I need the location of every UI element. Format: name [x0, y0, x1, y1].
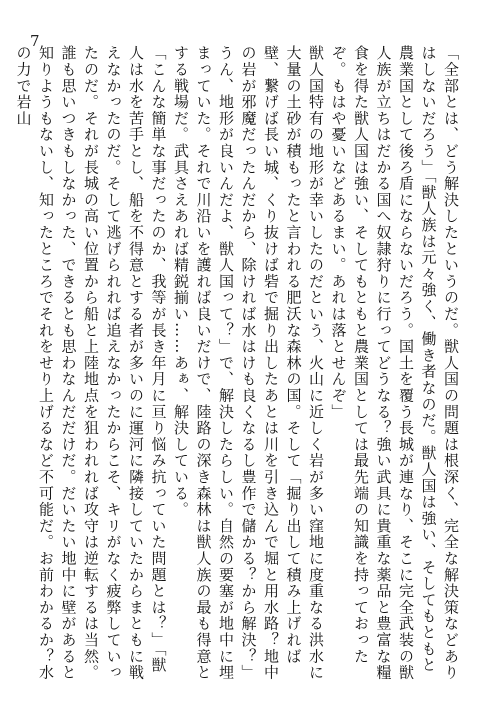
paragraph: 「こんな簡単な事だったのか、我等が長き年月に亘り悩み抗っていた問題とは？」「獣人は水を苦手とし、船を不得意とする者が多いのに運河に隣接していたからまともに戦えなかったのだ。そして逃げられれば追えなかったからこそ、キリがなく疲弊していったのだ。それが長城の高い位置から船と上陸地点を狙われれば攻守は逆転するは当然。誰も思いつきもしなかった、できるとも思わなんだだけだ。だいたい地中に壁があると知りようもないし、知ったところでそれをせり上げるなど不可能だ。お前わかるか？水の力で岩山 [14, 45, 168, 681]
vertical-body-text [14, 45, 462, 685]
page-number: 7 [30, 32, 40, 50]
paragraph: 「全部とは、どう解決したというのだ。獣人国の問題は根深く、完全な解決策などありはしないだろう」「獣人族は元々強く、働き者なのだ。獣人国は強い、そしてもともと農業国として後ろ盾にならないだろう。国土を覆う長城が連なり、そこに完全武装の獣人族が立ちはだかる国へ奴隷狩りに行ってどうなる？強い武具に貴重な薬品と豊富な糧食を得た獣人国は強い、そしてもともと農業国としては最先端の知識を持っておったぞ。もはや憂いなどあるまい。あれは落とせんぞ」 [329, 45, 460, 681]
paragraph: 獣人国特有の地形が幸いしたのだという、火山に近しく岩が多い窪地に度重なる洪水に大量の土砂が積もったと言われる肥沃な森林の国。そして「掘り出して積み上げれば壁、繋げば長い城、くり抜けば砦で掘り出したあとは川を引き込んで堀と用水路？地中の岩が邪魔だったんだから、除ければ水はけも良くなるし豊作で儲かる？から解決？」うん、地形が良いんだよ、獣人国って？」で、解決したらしい。自然の要塞が地中に埋まっていた。それで川沿いを護れば良いだけで、陸路の深き森林は獣人族の最も得意とする戦場だ。武具さえあれば精鋭揃い……あぁ、解決している。 [172, 45, 325, 681]
